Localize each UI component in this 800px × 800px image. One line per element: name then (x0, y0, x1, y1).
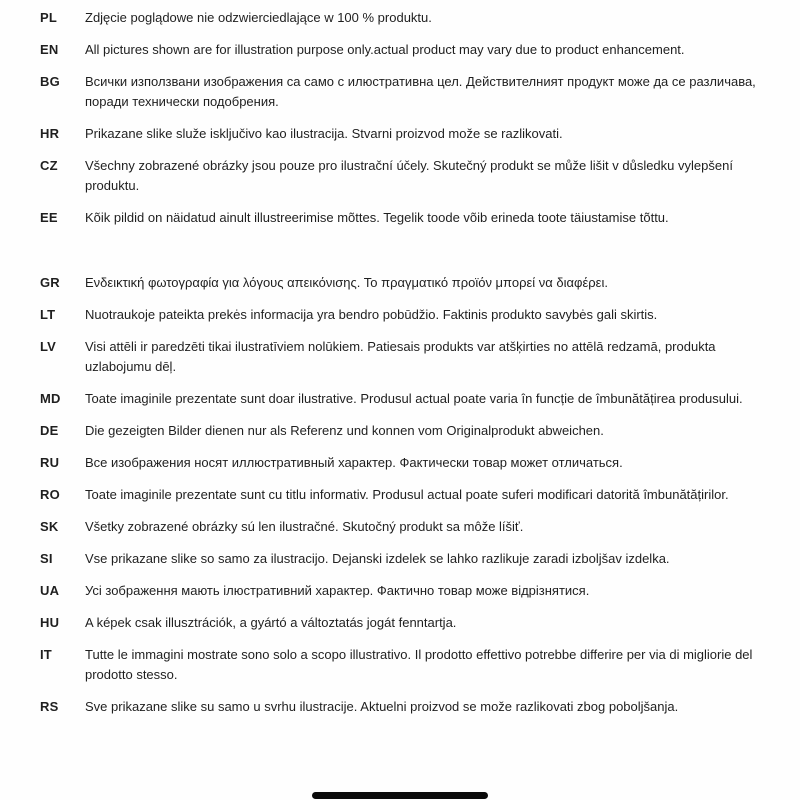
disclaimer-text: Zdjęcie poglądowe nie odzwierciedlające w 100 % produktu. (85, 10, 432, 25)
language-code: MD (40, 391, 61, 406)
disclaimer-row (40, 72, 765, 112)
disclaimer-text: Tutte le immagini mostrate sono solo a scopo illustrativo. Il prodotto effettivo potrebbe differire per via di migliorie del prodotto stesso. (85, 647, 753, 682)
bottom-bar (312, 792, 488, 799)
disclaimer-text: Toate imaginile prezentate sunt cu titlu informativ. Produsul actual poate suferi modificari datorită îmbunătățirilor. (85, 487, 729, 502)
language-code: RS (40, 699, 59, 714)
disclaimer-text: All pictures shown are for illustration purpose only.actual product may vary due to product enhancement. (85, 42, 685, 57)
disclaimer-row (40, 40, 765, 60)
language-code: EN (40, 42, 59, 57)
disclaimer-text: Prikazane slike služe isključivo kao ilustracija. Stvarni proizvod može se razlikovati. (85, 126, 563, 141)
language-code: LT (40, 307, 56, 322)
language-code: EE (40, 210, 58, 225)
disclaimer-row (40, 389, 765, 409)
disclaimer-row (40, 305, 765, 325)
disclaimer-row (40, 124, 765, 144)
language-code: IT (40, 647, 52, 662)
disclaimer-text: Visi attēli ir paredzēti tikai ilustratīviem nolūkiem. Patiesais produkts var atšķirties no attēlā redzamā, produkta uzlabojumu dēļ. (85, 339, 716, 374)
disclaimer-text: Die gezeigten Bilder dienen nur als Referenz und konnen vom Originalprodukt abweichen. (85, 423, 604, 438)
disclaimer-row (40, 485, 765, 505)
language-code: HR (40, 126, 60, 141)
language-code: PL (40, 10, 58, 25)
disclaimer-text: Všetky zobrazené obrázky sú len ilustračné. Skutočný produkt sa môže líšiť. (85, 519, 524, 534)
disclaimer-text: Nuotraukoje pateikta prekės informacija yra bendro pobūdžio. Faktinis produkto savybės gali skirtis. (85, 307, 658, 322)
disclaimer-row (40, 8, 765, 28)
disclaimer-row (40, 549, 765, 569)
disclaimer-text: Ενδεικτική φωτογραφία για λόγους απεικόνισης. Το πραγματικό προϊόν μπορεί να διαφέρει. (85, 275, 608, 290)
language-code: GR (40, 275, 60, 290)
language-code: DE (40, 423, 59, 438)
disclaimer-text: Všechny zobrazené obrázky jsou pouze pro ilustrační účely. Skutečný produkt se může lišit v důsledku vylepšení produktu. (85, 158, 733, 193)
language-code: RO (40, 487, 60, 502)
disclaimer-row (40, 421, 765, 441)
disclaimer-row (40, 581, 765, 601)
language-code: LV (40, 339, 57, 354)
disclaimer-row (40, 273, 765, 293)
disclaimer-text: Все изображения носят иллюстративный характер. Фактически товар может отличаться. (85, 455, 623, 470)
language-code: HU (40, 615, 60, 630)
language-code: UA (40, 583, 60, 598)
disclaimer-text: Всички използвани изображения са само с илюстративна цел. Действителният продукт може да се различава, поради технически подобрения. (85, 74, 756, 109)
disclaimer-row (40, 613, 765, 633)
disclaimer-text: Toate imaginile prezentate sunt doar ilustrative. Produsul actual poate varia în funcție de îmbunătățirea produsului. (85, 391, 743, 406)
disclaimer-row (40, 645, 765, 685)
language-code: SI (40, 551, 53, 566)
disclaimer-row (40, 517, 765, 537)
disclaimer-text: Kõik pildid on näidatud ainult illustreerimise mõttes. Tegelik toode võib erineda toote täiustamise tõttu. (85, 210, 669, 225)
disclaimer-row (40, 697, 765, 717)
disclaimer-text: Sve prikazane slike su samo u svrhu ilustracije. Aktuelni proizvod se može razlikovati zbog poboljšanja. (85, 699, 679, 714)
disclaimer-row (40, 453, 765, 473)
language-code: SK (40, 519, 59, 534)
disclaimer-row (40, 208, 765, 228)
disclaimer-row (40, 337, 765, 377)
disclaimer-row (40, 156, 765, 196)
disclaimer-text: Усі зображення мають ілюстративний характер. Фактично товар може відрізнятися. (85, 583, 590, 598)
disclaimer-text: Vse prikazane slike so samo za ilustracijo. Dejanski izdelek se lahko razlikuje zaradi izboljšav izdelka. (85, 551, 670, 566)
disclaimer-text: A képek csak illusztrációk, a gyártó a változtatás jogát fenntartja. (85, 615, 457, 630)
language-code: CZ (40, 158, 58, 173)
language-code: RU (40, 455, 60, 470)
language-code: BG (40, 74, 60, 89)
